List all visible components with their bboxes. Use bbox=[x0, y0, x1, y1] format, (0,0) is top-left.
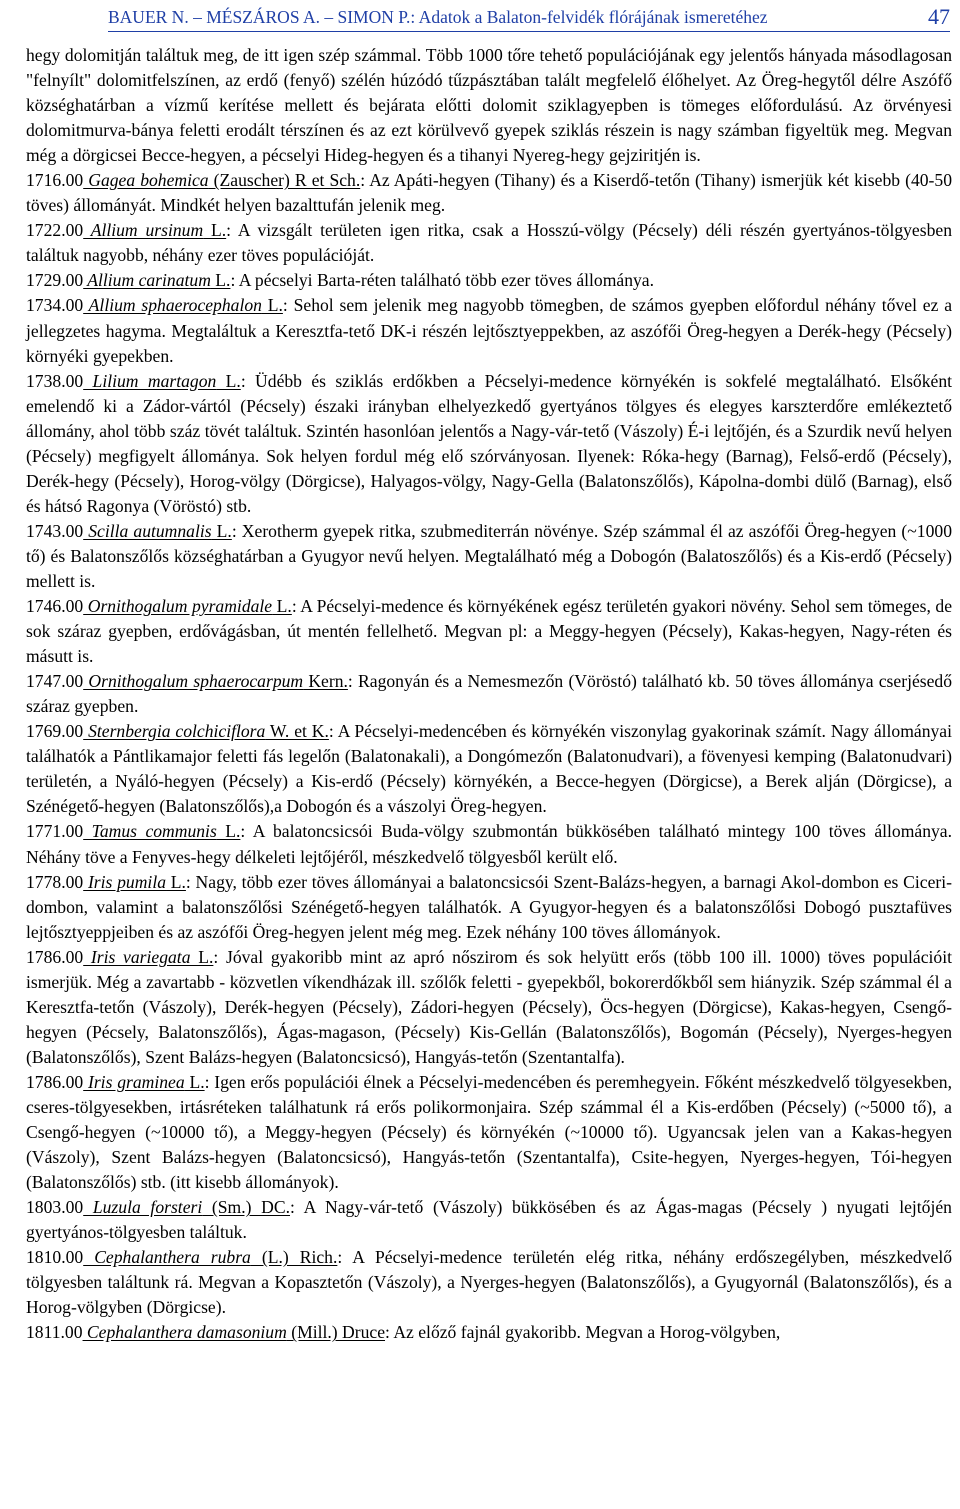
entry-text: : Az Apáti-hegyen (Tihany) és a Kiserdő-tetőn (Tihany) ismerjük két kisebb (40-50 töves) állományát. Mindkét helyen bazalttufán jelenik meg. bbox=[26, 170, 952, 216]
species-author: L. bbox=[216, 370, 241, 391]
species-author: L. bbox=[184, 1071, 205, 1092]
species-name: Lilium martagon bbox=[83, 370, 217, 391]
species-entry bbox=[26, 594, 952, 669]
entry-number: 1810.00 bbox=[26, 1247, 84, 1268]
entry-text: : Sehol sem jelenik meg nagyobb tömegben, de számos gyepben előfordul néhány tővel ez a jellegzetes hagyma. Megtaláltuk a Keresztfa-tető DK-i részén lejtősztyeppekben, az aszófői Öreg-hegyen a Derék-hegy (Pécsely) környéki gyepekben. bbox=[26, 295, 953, 366]
species-author: L. bbox=[210, 270, 231, 291]
species-name: Ornithogalum pyramidale bbox=[83, 596, 273, 617]
species-name: Ornithogalum sphaerocarpum bbox=[83, 671, 304, 692]
species-name: Iris graminea bbox=[83, 1071, 185, 1092]
species-author: L. bbox=[272, 596, 292, 617]
entry-number: 1729.00 bbox=[26, 270, 84, 291]
entry-text: : A Pécselyi-medence és környékének egész területén gyakori növény. Sehol sem tömeges, de sok száraz gyepben, erdővágásban, út mentén fellelhető. Megvan pl: a Meggy-hegyen (Pécsely), Kakas-hegyen, Nagy-réten és másutt is. bbox=[26, 596, 953, 667]
species-author: L. bbox=[216, 821, 241, 842]
species-author: L. bbox=[166, 871, 186, 892]
entry-number: 1769.00 bbox=[26, 721, 84, 742]
species-author: Kern. bbox=[303, 671, 348, 692]
species-name: Cephalanthera damasonium bbox=[82, 1322, 287, 1343]
species-entry bbox=[26, 870, 952, 945]
entry-number: 1722.00 bbox=[26, 220, 84, 241]
species-author: L. bbox=[261, 295, 283, 316]
species-name: Scilla autumnalis bbox=[83, 520, 212, 541]
species-name: Allium carinatum bbox=[83, 270, 211, 291]
entry-number: 1786.00 bbox=[26, 1071, 84, 1092]
entry-text: : A Pécselyi-medence területén elég ritka, néhány erdőszegélyben, mészkedvelő tölgyesben találtunk rá. Megvan a Kopasztetőn (Vászoly), a Nyerges-hegyen (Balatonszőlős), a Gyugyornál (Balatonszőlős), és a Horog-völgyben (Dörgicse). bbox=[26, 1247, 953, 1318]
species-name: Iris variegata bbox=[83, 946, 191, 967]
species-name: Sternbergia colchiciflora bbox=[83, 721, 266, 742]
species-entry bbox=[26, 1195, 952, 1245]
entry-text: : Ragonyán és a Nemesmezőn (Vöröstó) található kb. 50 töves állománya cserjésedő száraz gyepben. bbox=[26, 671, 953, 717]
species-entry bbox=[26, 1245, 952, 1320]
entry-number: 1734.00 bbox=[26, 295, 84, 316]
entry-text: : Üdébb és sziklás erdőkben a Pécselyi-medence környékén is sokfelé megtalálható. Elsőként emelendő ki a Zádor-vártól (Pécsely) északi irányban elhelyezkedő gyertyános tölgyes és elegyes karszterdőre emlékeztető állomány, ahol több száz tövét találtuk. Szintén hasonlóan jelentős a Nagy-vár-tető (Vászoly) É-i lejtőjén, és a Szurdik nevű helyen (Pécsely) megfigyelt állománya. Sok helyen fordul még elő szórványosan. Ilyenek: Róka-hegy (Barnag), Felső-erdő (Pécsely), Derék-hegy (Pécsely), Horog-völgy (Dörgicse), Halyagos-völgy, Nagy-Gella (Balatonszőlős), Kápolna-dombi dülő (Barnag), első és hátsó Ragonya (Vöröstó) stb. bbox=[26, 370, 953, 516]
continuation-paragraph: hegy dolomitján találtuk meg, de itt igen szép számmal. Több 1000 tőre tehető populációjának egy jelentős hányada másodlagosan "felnyílt" dolomitfelszínen, az erdő (fenyő) szélén húzódó tűzpásztában talált megfelelő élőhelyet. Az Öreg-hegytől délre Aszófő községhatárban a vízmű kerítése mellett és bejárata előtti dolomit sziklagyepben is tömeges előfordulású. Az örvényesi dolomitmurva-bánya feletti erodált térszínen és az ezt körülvevő gyepek sziklás részein is nagy számban figyeltük meg. Megvan még a dörgicsei Becce-hegyen, a pécselyi Hideg-hegyen és a tihanyi Nyereg-hegy gejziritjén is. bbox=[26, 45, 952, 166]
entry-text: : Nagy, több ezer töves állományai a balatoncsicsói Szent-Balázs-hegyen, a barnagi Akol-dombon es Ciceri-dombon, valamint a balatonszőlősi Szénégető-hegyen találhatók. A Gyugyor-hegyen és a balatonszőlősi Dobogó pusztafüves lejtősztyeppjeiben és az aszófői Öreg-hegyen jelent még meg. Ezek néhány 100 töves állományok. bbox=[26, 871, 953, 942]
entry-number: 1743.00 bbox=[26, 520, 84, 541]
entry-number: 1771.00 bbox=[26, 821, 84, 842]
species-entry bbox=[26, 268, 952, 293]
entry-text: : A pécselyi Barta-réten található több ezer töves állománya. bbox=[230, 270, 655, 291]
species-entry bbox=[26, 369, 952, 519]
entry-text: : A balatoncsicsói Buda-völgy szubmontán bükkösében található mintegy 100 töves állománya. Néhány töve a Fenyves-hegy délkeleti lejtőjéről, mészkedvelő tölgyesből került elő. bbox=[26, 821, 953, 867]
entry-number: 1738.00 bbox=[26, 370, 84, 391]
species-entry bbox=[26, 945, 952, 1070]
entry-number: 1747.00 bbox=[26, 671, 84, 692]
species-entry bbox=[26, 218, 952, 268]
entry-number: 1811.00 bbox=[26, 1322, 83, 1343]
species-author: (Mill.) Druce bbox=[286, 1322, 386, 1343]
species-entry bbox=[26, 293, 952, 368]
entry-text: : A Nagy-vár-tető (Vászoly) bükkösében és az Ágas-magas (Pécsely ) nyugati lejtőjén gyertyános-tölgyesben találtuk. bbox=[26, 1197, 952, 1243]
species-name: Cephalanthera rubra bbox=[83, 1247, 251, 1268]
entry-number: 1746.00 bbox=[26, 596, 84, 617]
species-entry bbox=[26, 669, 952, 719]
entry-number: 1803.00 bbox=[26, 1197, 84, 1218]
species-author: L. bbox=[190, 946, 214, 967]
species-author: (Zauscher) R et Sch. bbox=[208, 170, 361, 191]
header-divider bbox=[108, 31, 950, 32]
species-entry bbox=[26, 1320, 952, 1345]
entry-text: : A vizsgált területen igen ritka, csak a Hosszú-völgy (Pécsely) déli részén gyertyános-tölgyesben találtuk nagyobb, néhány ezer töves populációját. bbox=[26, 220, 952, 266]
species-author: L. bbox=[203, 220, 227, 241]
entry-number: 1716.00 bbox=[26, 170, 84, 191]
page-number: 47 bbox=[928, 4, 950, 29]
species-name: Iris pumila bbox=[83, 871, 167, 892]
species-author: (Sm.) DC. bbox=[202, 1197, 291, 1218]
species-name: Gagea bohemica bbox=[83, 170, 209, 191]
species-author: (L.) Rich. bbox=[250, 1247, 338, 1268]
species-author: L. bbox=[211, 520, 232, 541]
species-entry bbox=[26, 168, 952, 218]
entry-number: 1786.00 bbox=[26, 946, 84, 967]
species-entry bbox=[26, 519, 952, 594]
species-author: W. et K. bbox=[265, 721, 329, 742]
species-entry bbox=[26, 719, 952, 819]
species-entry bbox=[26, 1070, 952, 1195]
species-entry bbox=[26, 819, 952, 869]
entry-text: : Az előző fajnál gyakoribb. Megvan a Horog-völgyben, bbox=[385, 1322, 781, 1343]
entry-text: : Jóval gyakoribb mint az apró nőszirom és sok helyütt erős (több 100 ill. 1000) töves populációit ismerjük. Még a zavartabb - közvetlen víkendházak ill. szőlők feletti - gyepekből, bokorerdőkből sem hiányzik. Szép számmal él a Keresztfa-tetőn (Vászoly), Derék-hegyen (Pécsely), Zádori-hegyen (Pécsely), Öcs-hegyen (Dörgicse), Kakas-hegyen, Csengő-hegyen (Pécsely, Balatonszőlős), Ágas-magason, (Pécsely) Kis-Gellán (Balatonszőlős), Bogomán (Pécsely), Nyerges-hegyen (Balatonszőlős), Szent Balázs-hegyen (Balatoncsicsó), Hangyás-tetőn (Szentantalfa). bbox=[26, 946, 953, 1067]
entry-text: : Igen erős populációi élnek a Pécselyi-medencében és peremhegyein. Főként mészkedvelő tölgyesekben, cseres-tölgyesekben, irtásréteken találhatunk rá erős polikormonjaira. Szép számmal él a Kis-erdőben (Pécsely) (~5000 tő), a Csengő-hegyen (~10000 tő), a Meggy-hegyen (Pécsely) és környékén (~10000 tő). Ugyancsak jelen van a Kakas-hegyen (Vászoly), Szent Balázs-hegyen (Balatoncsicsó), Hangyás-tetőn (Szentantalfa), Csite-hegyen, Nyerges-hegyen, Tói-hegyen (Balatonszőlős) stb. (itt kisebb állományok). bbox=[26, 1071, 952, 1193]
document-body bbox=[26, 43, 952, 1345]
species-name: Allium ursinum bbox=[83, 220, 204, 241]
species-name: Tamus communis bbox=[83, 821, 217, 842]
entry-text: : Xerotherm gyepek ritka, szubmediterrán növénye. Szép számmal él az aszófői Öreg-hegyen (~1000 tő) és Balatonszőlős községhatárban a Gyugyor nevű helyen. Megtalálható még a Dobogón (Balatoszőlős) és a Kis-erdő (Pécsely) mellett is. bbox=[26, 520, 952, 591]
running-header bbox=[108, 0, 950, 28]
species-name: Allium sphaerocephalon bbox=[83, 295, 262, 316]
header-title: BAUER N. – MÉSZÁROS A. – SIMON P.: Adatok a Balaton-felvidék flórájának ismeretéhez bbox=[108, 7, 768, 27]
species-name: Luzula forsteri bbox=[83, 1197, 203, 1218]
entry-number: 1778.00 bbox=[26, 871, 84, 892]
entry-text: : A Pécselyi-medencében és környékén viszonylag gyakorinak számít. Nagy állományai találhatók a Pántlikamajor feletti fás legelőn (Balatonakali), a Dongómezőn (Balatonudvari), a fövenyesi kemping (Balatonudvari) területén, a Nyáló-hegyen (Pécsely) a Kis-erdő (Pécsely) környékén, a Becce-hegyen (Dörgicse), a Berek alján (Dörgicse), a Szénégető-hegyen (Balatonszőlős),a Dobogón és a vászolyi Öreg-hegyen. bbox=[26, 721, 953, 817]
